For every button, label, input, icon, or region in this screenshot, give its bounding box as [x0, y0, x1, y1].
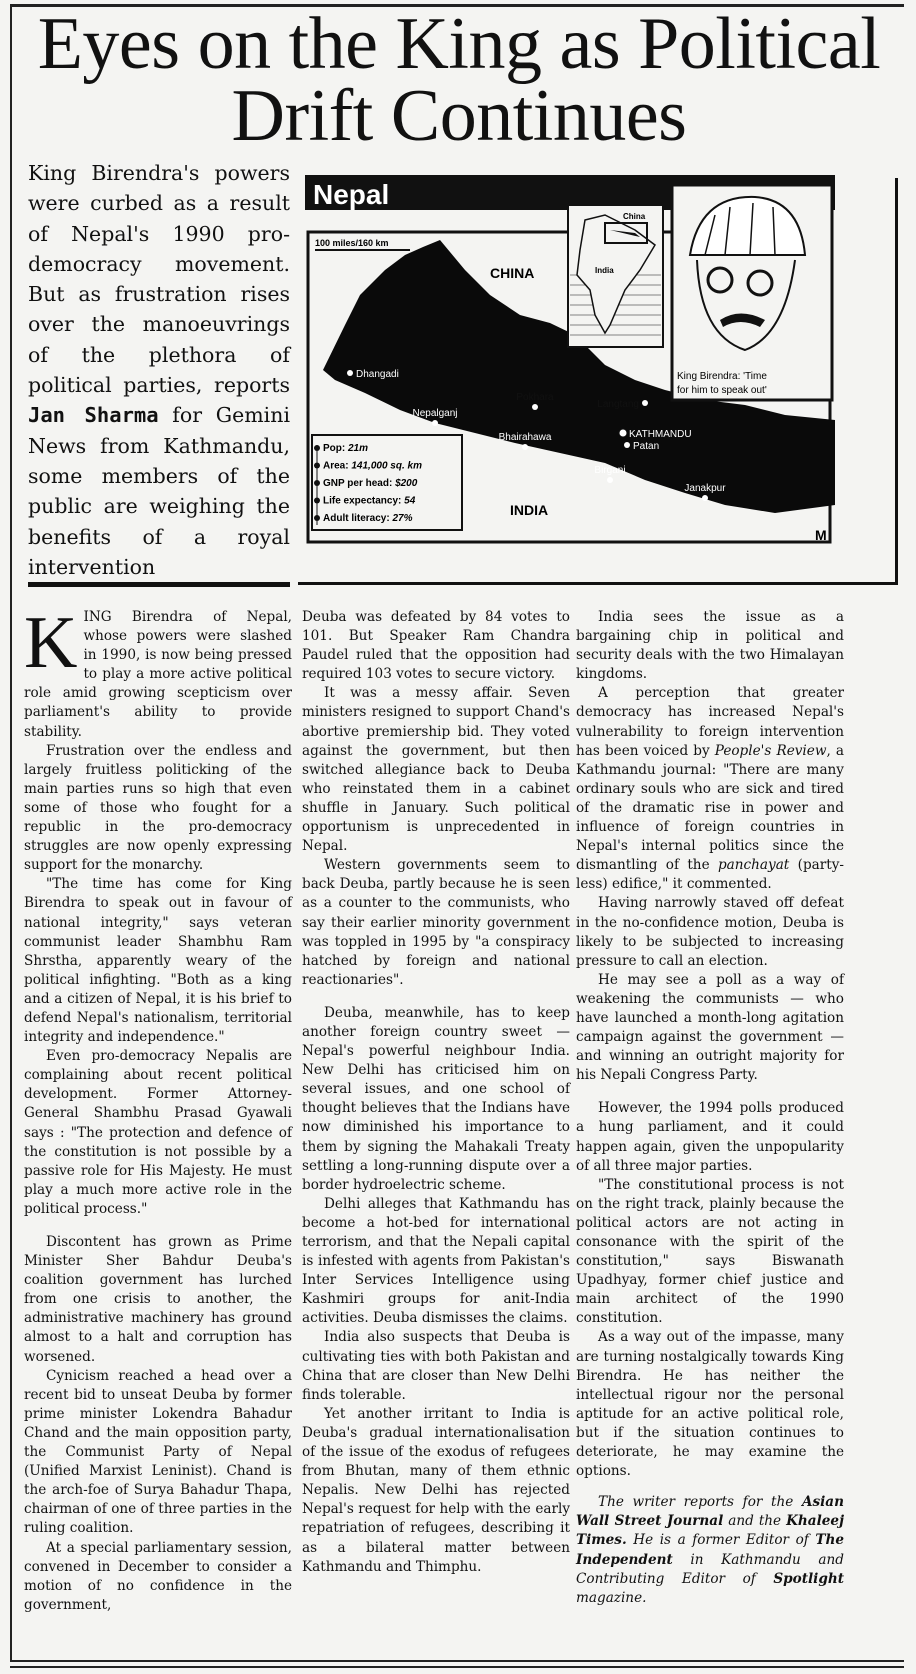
- article-column-1: [24, 602, 292, 1615]
- paragraph-text: Cynicism reached a head over a recent bid to unseat Deuba by former prime minister Lokendra Bahadur Chand and the main opposition party, the Communist Party of Nepal (Unified Marxist Leninist). Chand is the arch-foe of Surya Bahadur Thapa, chairman of one of three parties in the ruling coalition.: [24, 1367, 292, 1537]
- stat-value: 54: [404, 495, 416, 507]
- writer-note: [576, 1493, 844, 1608]
- paragraph-text: in Kathmandu and Contributing Editor of: [576, 1551, 844, 1587]
- paragraph-text: magazine.: [576, 1589, 647, 1606]
- label-china: CHINA: [490, 265, 535, 281]
- paragraph-text: Deuba, meanwhile, has to keep another foreign country sweet — Nepal's powerful neighbour India. New Delhi has criticised him on several issues, and one school of thought believes that the Indians have now diminished his importance to them by signing the Mahakali Treaty settling a long-running dispute over a border hydroelectric scheme.: [302, 1004, 570, 1193]
- paragraph-text: Yet another irritant to India is Deuba's gradual internationalisation of the issue of the exodus of refugees from Bhutan, many of them ethnic Nepalis. New Delhi has rejected Nepal's request for help with the early repatriation of refugees, describing it as a bilateral matter between Kathmandu and Thimphu.: [302, 1405, 570, 1575]
- publication-name: Spotlight: [773, 1570, 844, 1587]
- article-paragraph: [302, 1405, 570, 1577]
- paragraph-text: Deuba was defeated by 84 votes to 101. But Speaker Ram Chandra Paudel ruled that the opposition had required 103 votes to secure victory.: [302, 609, 570, 683]
- city-label: Pokhara: [516, 392, 554, 403]
- stat-label: Life expectancy:: [323, 495, 405, 507]
- stats-box: [312, 435, 462, 530]
- stat-item: [323, 461, 422, 472]
- article-paragraph: [576, 608, 844, 684]
- stat-label: GNP per head:: [323, 478, 396, 489]
- paragraph-text: (party-less) edifice," it commented.: [576, 857, 844, 893]
- article-paragraph: [576, 1099, 844, 1175]
- article-paragraph: [24, 1539, 292, 1615]
- stat-value: 141,000 sq. km: [351, 460, 422, 472]
- article-paragraph: [24, 742, 292, 876]
- standfirst-rule: [28, 582, 290, 587]
- article-paragraph: [302, 684, 570, 856]
- city-dot: [522, 444, 528, 450]
- inset-label-india: India: [595, 266, 614, 275]
- article-column-2: [302, 608, 570, 1577]
- stat-label: Area:: [323, 460, 352, 472]
- city-dot: [347, 370, 353, 376]
- paragraph-text: Even pro-democracy Nepalis are complaining about recent political development. Former Attorney-General Shambhu Prasad Gyawali says : "The protection and defence of the constitution is not possible by a passive role for His Majesty. He must play a much more active role in the political process.": [24, 1048, 292, 1217]
- article-paragraph: [24, 1367, 292, 1539]
- article-paragraph: [576, 971, 844, 1086]
- paragraph-text: Western governments seem to back Deuba, partly because he is seen as a counter to the communists, who say their earlier minority government was toppled in 1995 by "a conspiracy hatched by foreign and national reactionaries".: [302, 857, 570, 988]
- portrait-caption-1: King Birendra: 'Time: [677, 371, 767, 382]
- stat-item: [323, 443, 368, 454]
- paragraph-text: Having narrowly staved off defeat in the no-confidence motion, Deuba is likely to be subjected to increasing pressure to call an election.: [576, 895, 844, 969]
- label-india: INDIA: [510, 502, 549, 518]
- standfirst-text: King Birendra's powers were curbed as a result of Nepal's 1990 pro-democracy movement. But as frustration rises over the manoeuvrings of the plethora of political parties, reports: [28, 161, 290, 398]
- article-paragraph: [302, 1004, 570, 1195]
- paragraph-text: "The constitutional process is not on the right track, plainly because the political actors are not acting in consonance with the spirit of the constitution," says Biswanath Upadhyay, former chief justice and main architect of the 1990 constitution.: [576, 1176, 844, 1327]
- paragraph-text: A perception that greater democracy has increased Nepal's vulnerability to foreign intervention has been voiced by: [576, 685, 844, 759]
- paragraph-text: The writer reports for the: [598, 1494, 802, 1511]
- nepal-map: [305, 175, 835, 545]
- italic-term: panchayat: [717, 857, 790, 874]
- map-title: Nepal: [313, 179, 390, 210]
- publication-name: The Independent: [576, 1532, 844, 1568]
- article-paragraph: [576, 894, 844, 970]
- city-dot: [624, 442, 630, 448]
- article-paragraph: [24, 875, 292, 1047]
- stat-bullet: [314, 480, 320, 486]
- drop-cap: K: [24, 602, 78, 684]
- paragraph-text: Discontent has grown as Prime Minister Sher Bahdur Deuba's coalition government has lurched from one crisis to another, the administrative machinery has ground almost to a halt and corruption has worsened.: [24, 1234, 292, 1365]
- paragraph-text: As a way out of the impasse, many are turning nostalgically towards King Birendra. He has neither the intellectual rigour nor the personal aptitude for an active political role, but if the situation continues to deteriorate, he may examine the options.: [576, 1329, 844, 1480]
- publication-name: Asian Wall Street Journal: [576, 1494, 844, 1530]
- paragraph-text: India also suspects that Deuba is cultivating ties with both Pakistan and China that are closer than New Delhi finds tolerable.: [302, 1329, 570, 1403]
- city-label: Nepalganj: [412, 408, 458, 419]
- city-dot: [532, 404, 538, 410]
- headline-line-1: Eyes on the King as Political: [37, 3, 881, 85]
- stat-item: [323, 496, 416, 507]
- portrait-caption-2: for him to speak out': [677, 385, 767, 396]
- stat-value: 21m: [348, 443, 369, 454]
- inset-map: [568, 205, 663, 347]
- article-column-3: [576, 608, 844, 1608]
- paragraph-text: and the: [723, 1513, 787, 1530]
- paragraph-text: He is a former Editor of: [626, 1532, 816, 1549]
- stat-label: Adult literacy:: [323, 513, 393, 524]
- inset-label-china: China: [623, 212, 646, 221]
- paragraph-text: India sees the issue as a bargaining chip in political and security deals with the two Himalayan kingdoms.: [576, 609, 844, 683]
- city-label: Janakpur: [684, 483, 726, 494]
- city-label: KATHMANDU: [629, 429, 692, 440]
- author-name: Jan Sharma: [28, 403, 159, 428]
- city-dot: [702, 495, 708, 501]
- graphic-credit: M: [815, 527, 827, 543]
- paragraph-text: "The time has come for King Birendra to speak out in favour of national integrity," says veteran communist leader Shambhu Ram Shrstha, apparently weary of the political infighting. "Both as a king and a citizen of Nepal, it is his brief to defend Nepal's nationalism, territorial integrity and independence.": [24, 876, 292, 1046]
- bottom-rule: [10, 1660, 904, 1668]
- stat-item: [323, 478, 418, 489]
- paragraph-text: ING Birendra of Nepal, whose powers were slashed in 1990, is now being pressed to play a more active political role amid growing scepticism over parliament's ability to provide stability.: [24, 609, 292, 740]
- paragraph-text: Delhi alleges that Kathmandu has become a hot-bed for international terrorism, and that the Nepali capital is infested with agents from Pakistan's Inter Services Intelligence using Kashmiri groups for anit-India activities. Deuba dismisses the claims.: [302, 1195, 570, 1327]
- standfirst: [28, 158, 290, 582]
- stat-bullet: [314, 498, 320, 504]
- italic-term: People's Review: [714, 742, 827, 759]
- map-scale: 100 miles/160 km: [315, 238, 389, 248]
- article-paragraph: [24, 602, 292, 742]
- city-dot: [619, 429, 627, 437]
- article-paragraph: [24, 1047, 292, 1219]
- city-dot: [607, 477, 613, 483]
- king-portrait: [672, 185, 832, 400]
- article-paragraph: [576, 684, 844, 894]
- paragraph-text: It was a messy affair. Seven ministers resigned to support Chand's abortive premiership bid. They voted against the government, but then switched allegiance back to Deuba who reinstated them in a cabinet shuffle in January. Such political opportunism is unprecedented in Nepal.: [302, 685, 570, 855]
- article-paragraph: [302, 856, 570, 990]
- stat-item: [323, 513, 413, 524]
- city-dot: [642, 400, 648, 406]
- standfirst-text-end: for Gemini News from Kathmandu, some members of the public are weighing the benefits of a royal intervention: [28, 403, 290, 579]
- stat-label: Pop:: [323, 443, 348, 454]
- article-paragraph: [24, 1233, 292, 1367]
- article-paragraph: [302, 1195, 570, 1329]
- paragraph-text: He may see a poll as a way of weakening the communists — who have launched a month-long agitation campaign against the government — and winning an outright majority for his Nepali Congress Party.: [576, 971, 844, 1084]
- city-label: Birgani: [594, 465, 626, 476]
- city-label: Bhairahawa: [498, 432, 552, 443]
- article-paragraph: [302, 608, 570, 684]
- paragraph-text: Frustration over the endless and largely fruitless politicking of the main parties runs so high that even some of those who fought for a republic in the pro-democracy struggles are now openly expressing support for the monarchy.: [24, 742, 292, 874]
- paragraph-text: At a special parliamentary session, convened in December to consider a motion of no confidence in the government,: [24, 1539, 292, 1613]
- paragraph-text: However, the 1994 polls produced a hung parliament, and it could happen again, given the unpopularity of all three major parties.: [576, 1100, 844, 1174]
- city-label: Langtang: [597, 399, 639, 410]
- stat-bullet: [314, 463, 320, 469]
- stat-bullet: [314, 515, 320, 521]
- headline: [14, 3, 904, 157]
- stat-value: 27%: [392, 513, 413, 524]
- paragraph-text: , a Kathmandu journal: "There are many ordinary souls who are sick and tired of the dramatic rise in power and influence of foreign countries in Nepal's internal politics since the dismantling of the: [576, 742, 844, 874]
- publication-name: Khaleej Times.: [576, 1513, 844, 1549]
- city-label: Dhangadi: [356, 369, 399, 380]
- city-label: Patan: [633, 441, 660, 452]
- article-paragraph: [576, 1328, 844, 1481]
- article-paragraph: [576, 1176, 844, 1329]
- stat-bullet: [314, 445, 320, 451]
- article-paragraph: [302, 1328, 570, 1404]
- headline-line-2: Drift Continues: [231, 75, 687, 157]
- stat-value: $200: [395, 478, 418, 489]
- city-dot: [432, 420, 438, 426]
